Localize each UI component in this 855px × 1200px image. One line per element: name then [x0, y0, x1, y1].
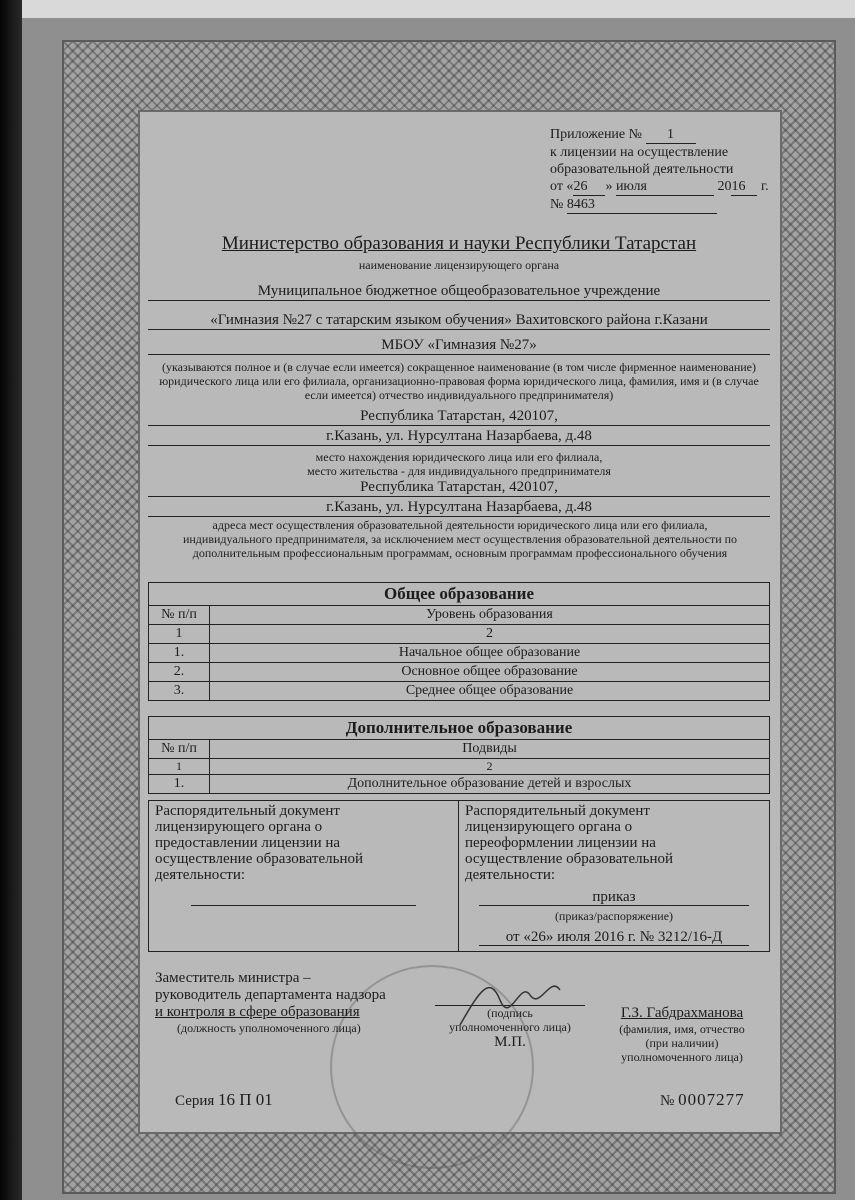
year-prefix: 20	[717, 179, 732, 194]
name-caption: (фамилия, имя, отчество	[619, 1022, 745, 1036]
education-level: Среднее общее образование	[210, 682, 770, 701]
education-level: Основное общее образование	[210, 663, 770, 682]
appendix-month: июля	[616, 178, 714, 196]
form-series	[175, 1090, 273, 1110]
position-line: и контроля в сфере образования	[155, 1004, 360, 1020]
series-label: Серия	[175, 1093, 215, 1109]
signature-caption: (подпись	[487, 1006, 533, 1020]
location-line2: г.Казань, ул. Нурсултана Назарбаева, д.48	[148, 428, 770, 446]
location-caption1: место нахождения юридического лица или его филиала,	[315, 450, 603, 464]
signatory-position	[155, 970, 386, 1035]
appendix-year: 16	[731, 178, 757, 196]
position-line: руководитель департамента надзора	[155, 987, 386, 1003]
org-name-line2: «Гимназия №27 с татарским языком обучения» Вахитовского района г.Казани	[148, 312, 770, 330]
row-number: 2.	[149, 663, 210, 682]
name-caption: уполномоченного лица)	[621, 1050, 743, 1064]
position-line: Заместитель министра –	[155, 970, 311, 986]
index-cell: 1	[149, 759, 210, 775]
authority-name: Министерство образования и науки Республики Татарстан	[221, 233, 697, 254]
issue-document-box	[148, 800, 459, 952]
org-caption: (указываются полное и (в случае если имеется) сокращенное наименование (в том числе фирменное наименование) юридического лица или его филиала, организационно-правовая форма юридического лица, фамилия, имя и (в случае если имеется) отчество индивидуального предпринимателя)	[159, 360, 759, 402]
index-cell: 1	[149, 625, 210, 644]
signature-blank	[191, 905, 416, 906]
form-number	[660, 1090, 745, 1110]
column-header: Уровень образования	[210, 606, 770, 625]
additional-education-table	[148, 716, 770, 794]
index-cell: 2	[210, 625, 770, 644]
table-row	[149, 663, 770, 682]
reissue-document-text: Распорядительный документ лицензирующего органа о переоформлении лицензии на осуществление образовательной деятельности:	[465, 803, 673, 883]
series-value: 16 П 01	[218, 1090, 273, 1109]
number-label: №	[660, 1093, 675, 1109]
scan-edge	[0, 0, 22, 1200]
signature-area	[435, 1005, 585, 1051]
row-number: 1.	[149, 644, 210, 663]
general-education-table	[148, 582, 770, 701]
issue-document-text: Распорядительный документ лицензирующего органа о предоставлении лицензии на осуществление образовательной деятельности:	[155, 803, 363, 883]
column-header: № п/п	[149, 606, 210, 625]
education-level: Начальное общее образование	[210, 644, 770, 663]
year-suffix: г.	[760, 179, 769, 194]
document-date: от «26» июля 2016 г. № 3212/16-Д	[479, 929, 749, 946]
table-title: Дополнительное образование	[149, 717, 770, 740]
signatory-name: Г.З. Габдрахманова	[620, 1005, 744, 1021]
document-type-caption: (приказ/распоряжение)	[554, 909, 674, 923]
date-mid: »	[605, 179, 613, 194]
appendix-block	[550, 126, 769, 214]
table-row	[149, 682, 770, 701]
number-label: №	[550, 197, 564, 212]
table-row	[149, 644, 770, 663]
column-header: № п/п	[149, 740, 210, 759]
license-number: 8463	[567, 196, 717, 214]
table-row	[149, 775, 770, 794]
table-title: Общее образование	[149, 583, 770, 606]
activity-address-line2: г.Казань, ул. Нурсултана Назарбаева, д.48	[148, 499, 770, 517]
appendix-day: 26	[573, 178, 605, 196]
date-prefix: от «	[550, 179, 574, 194]
number-value: 0007277	[678, 1090, 745, 1109]
position-caption: (должность уполномоченного лица)	[177, 1021, 361, 1035]
org-name-line1: Муниципальное бюджетное общеобразовательное учреждение	[148, 283, 770, 301]
signature-caption: уполномоченного лица)	[449, 1020, 571, 1034]
name-caption: (при наличии)	[645, 1036, 719, 1050]
appendix-number: 1	[646, 126, 696, 144]
location-caption2: место жительства - для индивидуального предпринимателя	[307, 464, 611, 478]
index-cell: 2	[210, 759, 770, 775]
stamp-place: М.П.	[494, 1034, 526, 1050]
org-short-name: МБОУ «Гимназия №27»	[148, 337, 770, 355]
column-header: Подвиды	[210, 740, 770, 759]
signatory-name-block	[602, 1005, 762, 1064]
activity-address-line1: Республика Татарстан, 420107,	[148, 479, 770, 497]
handwritten-signature	[450, 970, 570, 1030]
row-number: 3.	[149, 682, 210, 701]
education-subtype: Дополнительное образование детей и взрослых	[210, 775, 770, 794]
location-line1: Республика Татарстан, 420107,	[148, 408, 770, 426]
appendix-label: Приложение №	[550, 127, 642, 142]
scan-margin	[22, 0, 855, 18]
document-type: приказ	[479, 889, 749, 906]
appendix-line: к лицензии на осуществление	[550, 145, 729, 160]
activity-address-caption: адреса мест осуществления образовательной деятельности юридического лица или его филиала, индивидуального предпринимателя, за исключением мест осуществления образовательной деятельности по дополнительным профессиональным программам, основным программам профессионального обучения	[182, 518, 738, 560]
appendix-line: образовательной деятельности	[550, 162, 734, 177]
authority-caption: наименование лицензирующего органа	[358, 258, 560, 272]
row-number: 1.	[149, 775, 210, 794]
reissue-document-box	[458, 800, 770, 952]
